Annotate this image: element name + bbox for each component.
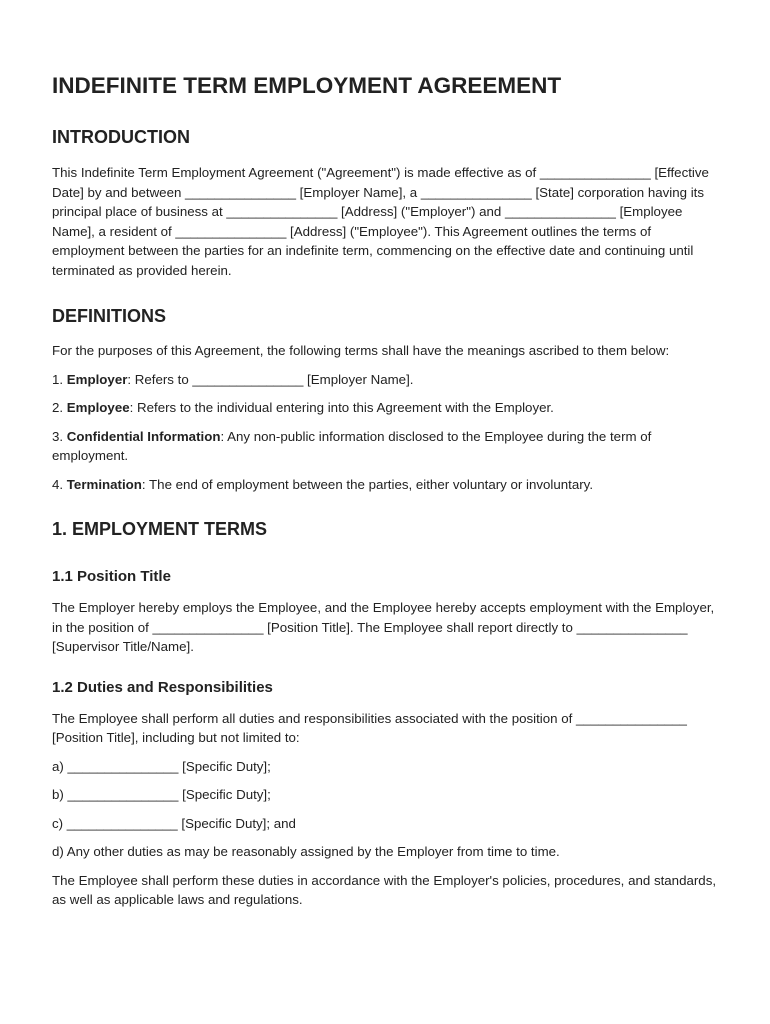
definition-item-confidential-information — [52, 427, 718, 466]
definition-number: 3. — [52, 428, 67, 444]
duties-intro: The Employee shall perform all duties and responsibilities associated with the position of _______________ [Position Title], including but not limited to: — [52, 710, 687, 745]
definition-number: 2. — [52, 400, 67, 415]
duties-heading: 1.2 Duties and Responsibilities — [52, 678, 273, 696]
duty-item-c: c) _______________ [Specific Duty]; and — [52, 815, 296, 831]
employment-terms-heading: 1. EMPLOYMENT TERMS — [52, 519, 268, 539]
definition-text: : Refers to the individual entering into this Agreement with the Employer. — [129, 400, 554, 415]
definition-term: Termination — [66, 476, 142, 492]
definitions-heading: DEFINITIONS — [52, 306, 167, 326]
definition-text: : The end of employment between the parties, either voluntary or involuntary. — [141, 476, 594, 492]
definition-term: Employer — [66, 371, 128, 387]
duty-item-d: d) Any other duties as may be reasonably assigned by the Employer from time to time. — [52, 844, 560, 859]
definition-item-employer — [52, 370, 718, 390]
duties-closing-paragraph: The Employee shall perform these duties in accordance with the Employer's policies, procedures, and standards, as well as applicable laws and regulations. — [52, 872, 717, 907]
position-title-paragraph: The Employer hereby employs the Employee, and the Employee hereby accepts employment with the Employer, in the position of _______________ [Position Title]. The Employee shall report directly to _______________ [Supervisor Title/Name]. — [52, 600, 715, 654]
introduction-paragraph: This Indefinite Term Employment Agreement ("Agreement") is made effective as of _______________ [Effective Date] by and between _______________ [Employer Name], a _______________ [State] corporation having its principal place of business at _______________ [Address] ("Employer") and _______________ [Employee Name], a resident of _______________ [Address] ("Employee"). This Agreement outlines the terms of employment between the parties for an indefinite term, commencing on the effective date and continuing until terminated as provided herein. — [52, 165, 709, 278]
introduction-heading: INTRODUCTION — [52, 127, 190, 147]
definition-item-employee — [52, 398, 718, 418]
position-title-heading: 1.1 Position Title — [52, 568, 171, 585]
definition-term: Employee — [66, 400, 130, 415]
duty-item-a: a) _______________ [Specific Duty]; — [52, 758, 271, 774]
definitions-intro: For the purposes of this Agreement, the following terms shall have the meanings ascribed to them below: — [52, 343, 670, 358]
definition-item-termination — [52, 475, 718, 495]
duty-item-b: b) _______________ [Specific Duty]; — [52, 787, 271, 802]
definition-term: Confidential Information — [66, 428, 221, 444]
document-title: INDEFINITE TERM EMPLOYMENT AGREEMENT — [52, 73, 562, 98]
definition-number: 1. — [52, 371, 67, 387]
definition-number: 4. — [52, 476, 67, 492]
definition-text: : Refers to _______________ [Employer Name]. — [127, 371, 414, 387]
definition-text: : Any non-public information disclosed to the Employee during the term of employment. — [52, 428, 652, 463]
